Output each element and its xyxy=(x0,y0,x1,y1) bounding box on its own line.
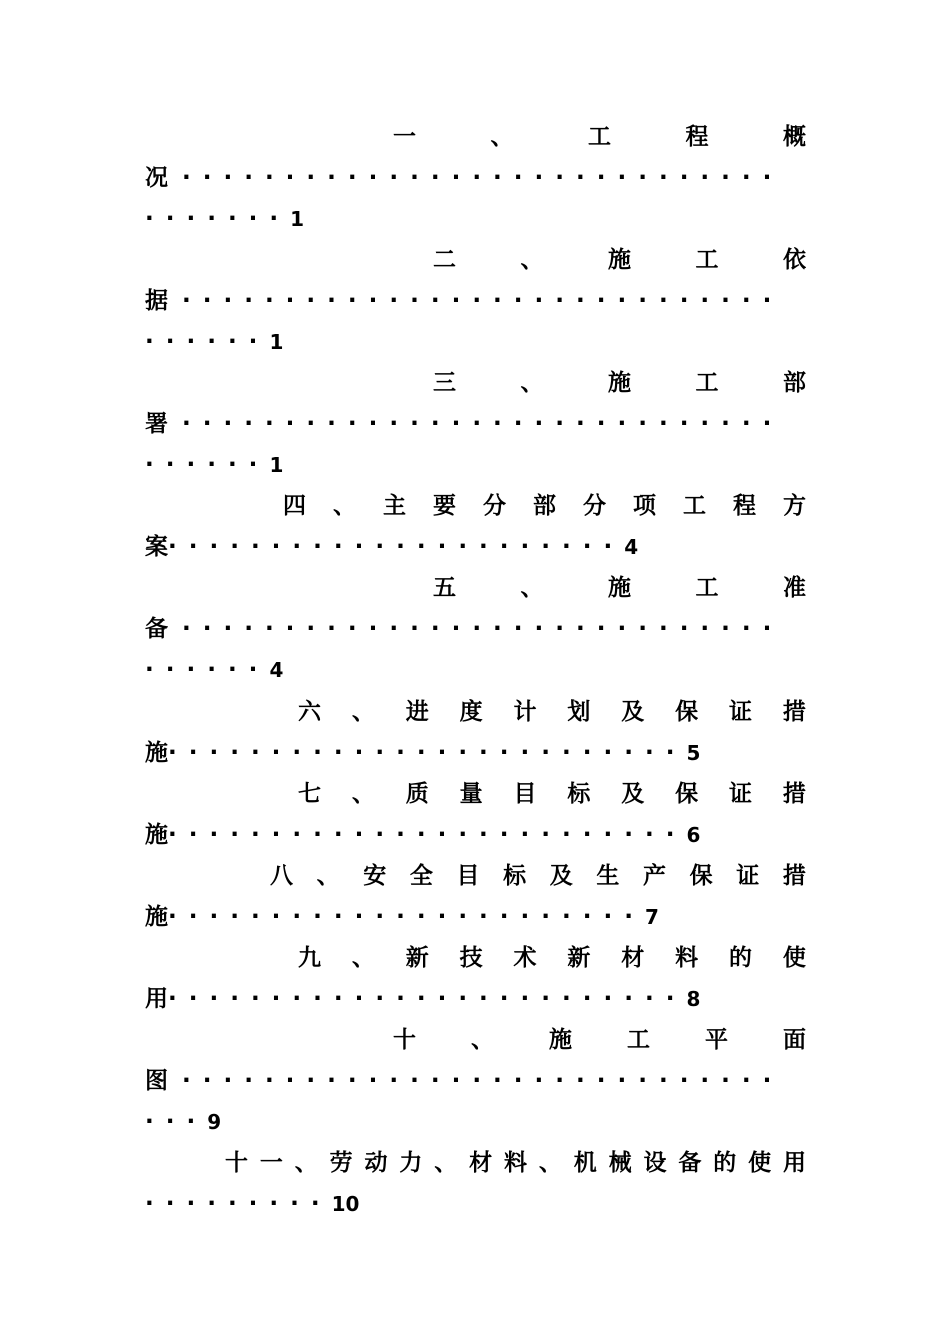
dot-leader: ······· xyxy=(145,206,291,232)
toc-char: 用 xyxy=(783,1150,806,1176)
toc-char: 七 xyxy=(298,781,321,807)
toc-char: 目 xyxy=(513,781,537,807)
toc-char: 方 xyxy=(783,493,806,519)
toc-char: 、 xyxy=(434,1150,458,1176)
toc-char: 工 xyxy=(588,124,611,150)
toc-char: 保 xyxy=(675,699,699,725)
dot-leader: ······················· xyxy=(168,904,645,930)
toc-entry-4-title[interactable] xyxy=(283,488,806,524)
toc-entry-10-leader xyxy=(145,1063,783,1099)
page-number: 4 xyxy=(624,535,639,559)
toc-char: 械 xyxy=(608,1150,632,1176)
toc-char: 四 xyxy=(283,493,306,519)
toc-char: 质 xyxy=(405,781,429,807)
page-number: 5 xyxy=(686,741,701,765)
toc-char: 程 xyxy=(733,493,756,519)
toc-char: 二 xyxy=(433,247,456,273)
toc-wrap-char: 况 xyxy=(145,165,168,191)
toc-char: 新 xyxy=(405,945,429,971)
toc-char: 施 xyxy=(608,575,631,601)
toc-char: 分 xyxy=(583,493,606,519)
toc-char: 目 xyxy=(456,863,480,889)
toc-char: 术 xyxy=(513,945,537,971)
page-number: 7 xyxy=(644,905,659,929)
toc-entry-6-leader xyxy=(145,735,700,771)
dot-leader: ····························· xyxy=(182,1068,784,1094)
toc-entry-5-leader xyxy=(145,611,783,647)
toc-char: 劳 xyxy=(329,1150,353,1176)
toc-entry-9-title[interactable] xyxy=(298,940,806,976)
toc-char: 八 xyxy=(270,863,293,889)
toc-char: 十 xyxy=(225,1150,248,1176)
toc-entry-3-title[interactable] xyxy=(433,365,806,401)
toc-char: 划 xyxy=(567,699,591,725)
toc-entry-10-page-line xyxy=(145,1104,221,1140)
dot-leader: ························· xyxy=(168,822,687,848)
toc-wrap-char: 用 xyxy=(145,986,168,1012)
toc-char: 分 xyxy=(483,493,506,519)
toc-char: 、 xyxy=(520,247,544,273)
toc-char: 概 xyxy=(783,124,806,150)
toc-char: 主 xyxy=(383,493,406,519)
toc-char: 证 xyxy=(729,699,752,725)
toc-entry-2-page-line xyxy=(145,324,283,360)
toc-char: 一 xyxy=(393,124,416,150)
toc-entry-4-leader xyxy=(145,529,638,565)
toc-char: 动 xyxy=(364,1150,388,1176)
toc-char: 备 xyxy=(678,1150,702,1176)
toc-char: 的 xyxy=(729,945,752,971)
toc-char: 度 xyxy=(459,699,483,725)
toc-char: 、 xyxy=(520,575,544,601)
toc-char: 产 xyxy=(643,863,666,889)
toc-char: 新 xyxy=(567,945,591,971)
toc-char: 材 xyxy=(469,1150,493,1176)
dot-leader: ······ xyxy=(145,657,270,683)
dot-leader: ······················ xyxy=(168,534,625,560)
toc-char: 材 xyxy=(621,945,645,971)
toc-char: 料 xyxy=(504,1150,527,1176)
toc-char: 工 xyxy=(695,370,719,396)
toc-entry-7-title[interactable] xyxy=(298,776,806,812)
toc-entry-1-title[interactable] xyxy=(393,119,806,155)
toc-char: 部 xyxy=(533,493,556,519)
toc-char: 、 xyxy=(294,1150,318,1176)
toc-char: 全 xyxy=(409,863,433,889)
toc-char: 平 xyxy=(705,1027,728,1053)
toc-char: 、 xyxy=(538,1150,562,1176)
dot-leader: ····························· xyxy=(182,288,784,314)
toc-char: 及 xyxy=(621,699,645,725)
toc-entry-9-leader xyxy=(145,981,700,1017)
dot-leader: ····························· xyxy=(182,411,784,437)
toc-char: 三 xyxy=(433,370,456,396)
page-number: 9 xyxy=(207,1110,222,1134)
toc-char: 施 xyxy=(608,247,631,273)
page-number: 6 xyxy=(686,823,701,847)
toc-entry-8-leader xyxy=(145,899,659,935)
toc-char: 、 xyxy=(333,493,356,519)
toc-char: 一 xyxy=(259,1150,283,1176)
toc-char: 、 xyxy=(520,370,544,396)
page-number: 10 xyxy=(331,1192,360,1216)
toc-char: 、 xyxy=(351,781,375,807)
page-number: 1 xyxy=(269,330,284,354)
page-number: 1 xyxy=(290,207,305,231)
toc-entry-1-page-line xyxy=(145,201,304,237)
toc-entry-6-title[interactable] xyxy=(298,694,806,730)
toc-char: 九 xyxy=(298,945,321,971)
toc-entry-8-title[interactable] xyxy=(270,858,806,894)
toc-wrap-char: 施 xyxy=(145,822,168,848)
toc-char: 、 xyxy=(351,699,375,725)
toc-char: 机 xyxy=(573,1150,597,1176)
toc-char: 力 xyxy=(399,1150,423,1176)
toc-char: 技 xyxy=(459,945,483,971)
toc-char: 十 xyxy=(393,1027,416,1053)
toc-char: 要 xyxy=(433,493,456,519)
toc-char: 、 xyxy=(351,945,375,971)
toc-char: 面 xyxy=(783,1027,806,1053)
toc-char: 、 xyxy=(471,1027,494,1053)
toc-char: 部 xyxy=(783,370,806,396)
toc-char: 标 xyxy=(503,863,527,889)
toc-char: 料 xyxy=(675,945,699,971)
toc-char: 施 xyxy=(608,370,631,396)
toc-entry-7-leader xyxy=(145,817,700,853)
toc-wrap-char: 备 xyxy=(145,616,168,642)
toc-char: 进 xyxy=(405,699,429,725)
dot-leader: ········· xyxy=(145,1191,332,1217)
toc-char: 施 xyxy=(549,1027,572,1053)
toc-char: 使 xyxy=(782,945,806,971)
dot-leader: ························· xyxy=(168,986,687,1012)
toc-char: 工 xyxy=(683,493,706,519)
toc-char: 措 xyxy=(782,863,806,889)
toc-char: 证 xyxy=(729,781,752,807)
toc-char: 计 xyxy=(513,699,537,725)
dot-leader: ······ xyxy=(145,452,270,478)
toc-entry-3-page-line xyxy=(145,447,283,483)
dot-leader: ························· xyxy=(168,740,687,766)
toc-char: 使 xyxy=(748,1150,772,1176)
toc-char: 工 xyxy=(695,247,719,273)
toc-char: 措 xyxy=(782,699,806,725)
toc-wrap-char: 据 xyxy=(145,288,168,314)
toc-entry-3-leader xyxy=(145,406,783,442)
toc-char: 保 xyxy=(689,863,713,889)
toc-char: 工 xyxy=(695,575,719,601)
toc-wrap-char: 图 xyxy=(145,1068,168,1094)
page-number: 1 xyxy=(269,453,284,477)
toc-char: 安 xyxy=(363,863,387,889)
toc-char: 及 xyxy=(549,863,573,889)
toc-char: 工 xyxy=(627,1027,650,1053)
toc-char: 依 xyxy=(783,247,806,273)
toc-char: 六 xyxy=(298,699,321,725)
toc-char: 、 xyxy=(490,124,514,150)
toc-char: 保 xyxy=(675,781,699,807)
toc-wrap-char: 案 xyxy=(145,534,168,560)
toc-entry-5-page-line xyxy=(145,652,283,688)
toc-entry-2-leader xyxy=(145,283,783,319)
toc-entry-11-title[interactable] xyxy=(225,1145,806,1181)
toc-wrap-char: 施 xyxy=(145,904,168,930)
dot-leader: ····························· xyxy=(182,165,784,191)
toc-char: 证 xyxy=(736,863,760,889)
toc-char: 量 xyxy=(459,781,483,807)
dot-leader: ······ xyxy=(145,329,270,355)
toc-char: 项 xyxy=(633,493,656,519)
toc-char: 设 xyxy=(643,1150,667,1176)
toc-char: 、 xyxy=(316,863,340,889)
dot-leader: ··· xyxy=(145,1109,208,1135)
toc-entry-2-title[interactable] xyxy=(433,242,806,278)
toc-entry-10-title[interactable] xyxy=(393,1022,806,1058)
dot-leader: ····························· xyxy=(182,616,784,642)
toc-char: 准 xyxy=(783,575,806,601)
toc-char: 五 xyxy=(433,575,456,601)
toc-char: 的 xyxy=(713,1150,737,1176)
page-number: 4 xyxy=(269,658,284,682)
page-number: 8 xyxy=(686,987,701,1011)
toc-entry-5-title[interactable] xyxy=(433,570,806,606)
toc-char: 程 xyxy=(685,124,709,150)
toc-wrap-char: 施 xyxy=(145,740,168,766)
toc-entry-1-leader xyxy=(145,160,783,196)
toc-char: 及 xyxy=(621,781,645,807)
toc-entry-11-page-line xyxy=(145,1186,359,1222)
toc-char: 措 xyxy=(782,781,806,807)
toc-char: 生 xyxy=(596,863,620,889)
toc-wrap-char: 署 xyxy=(145,411,168,437)
toc-char: 标 xyxy=(567,781,591,807)
